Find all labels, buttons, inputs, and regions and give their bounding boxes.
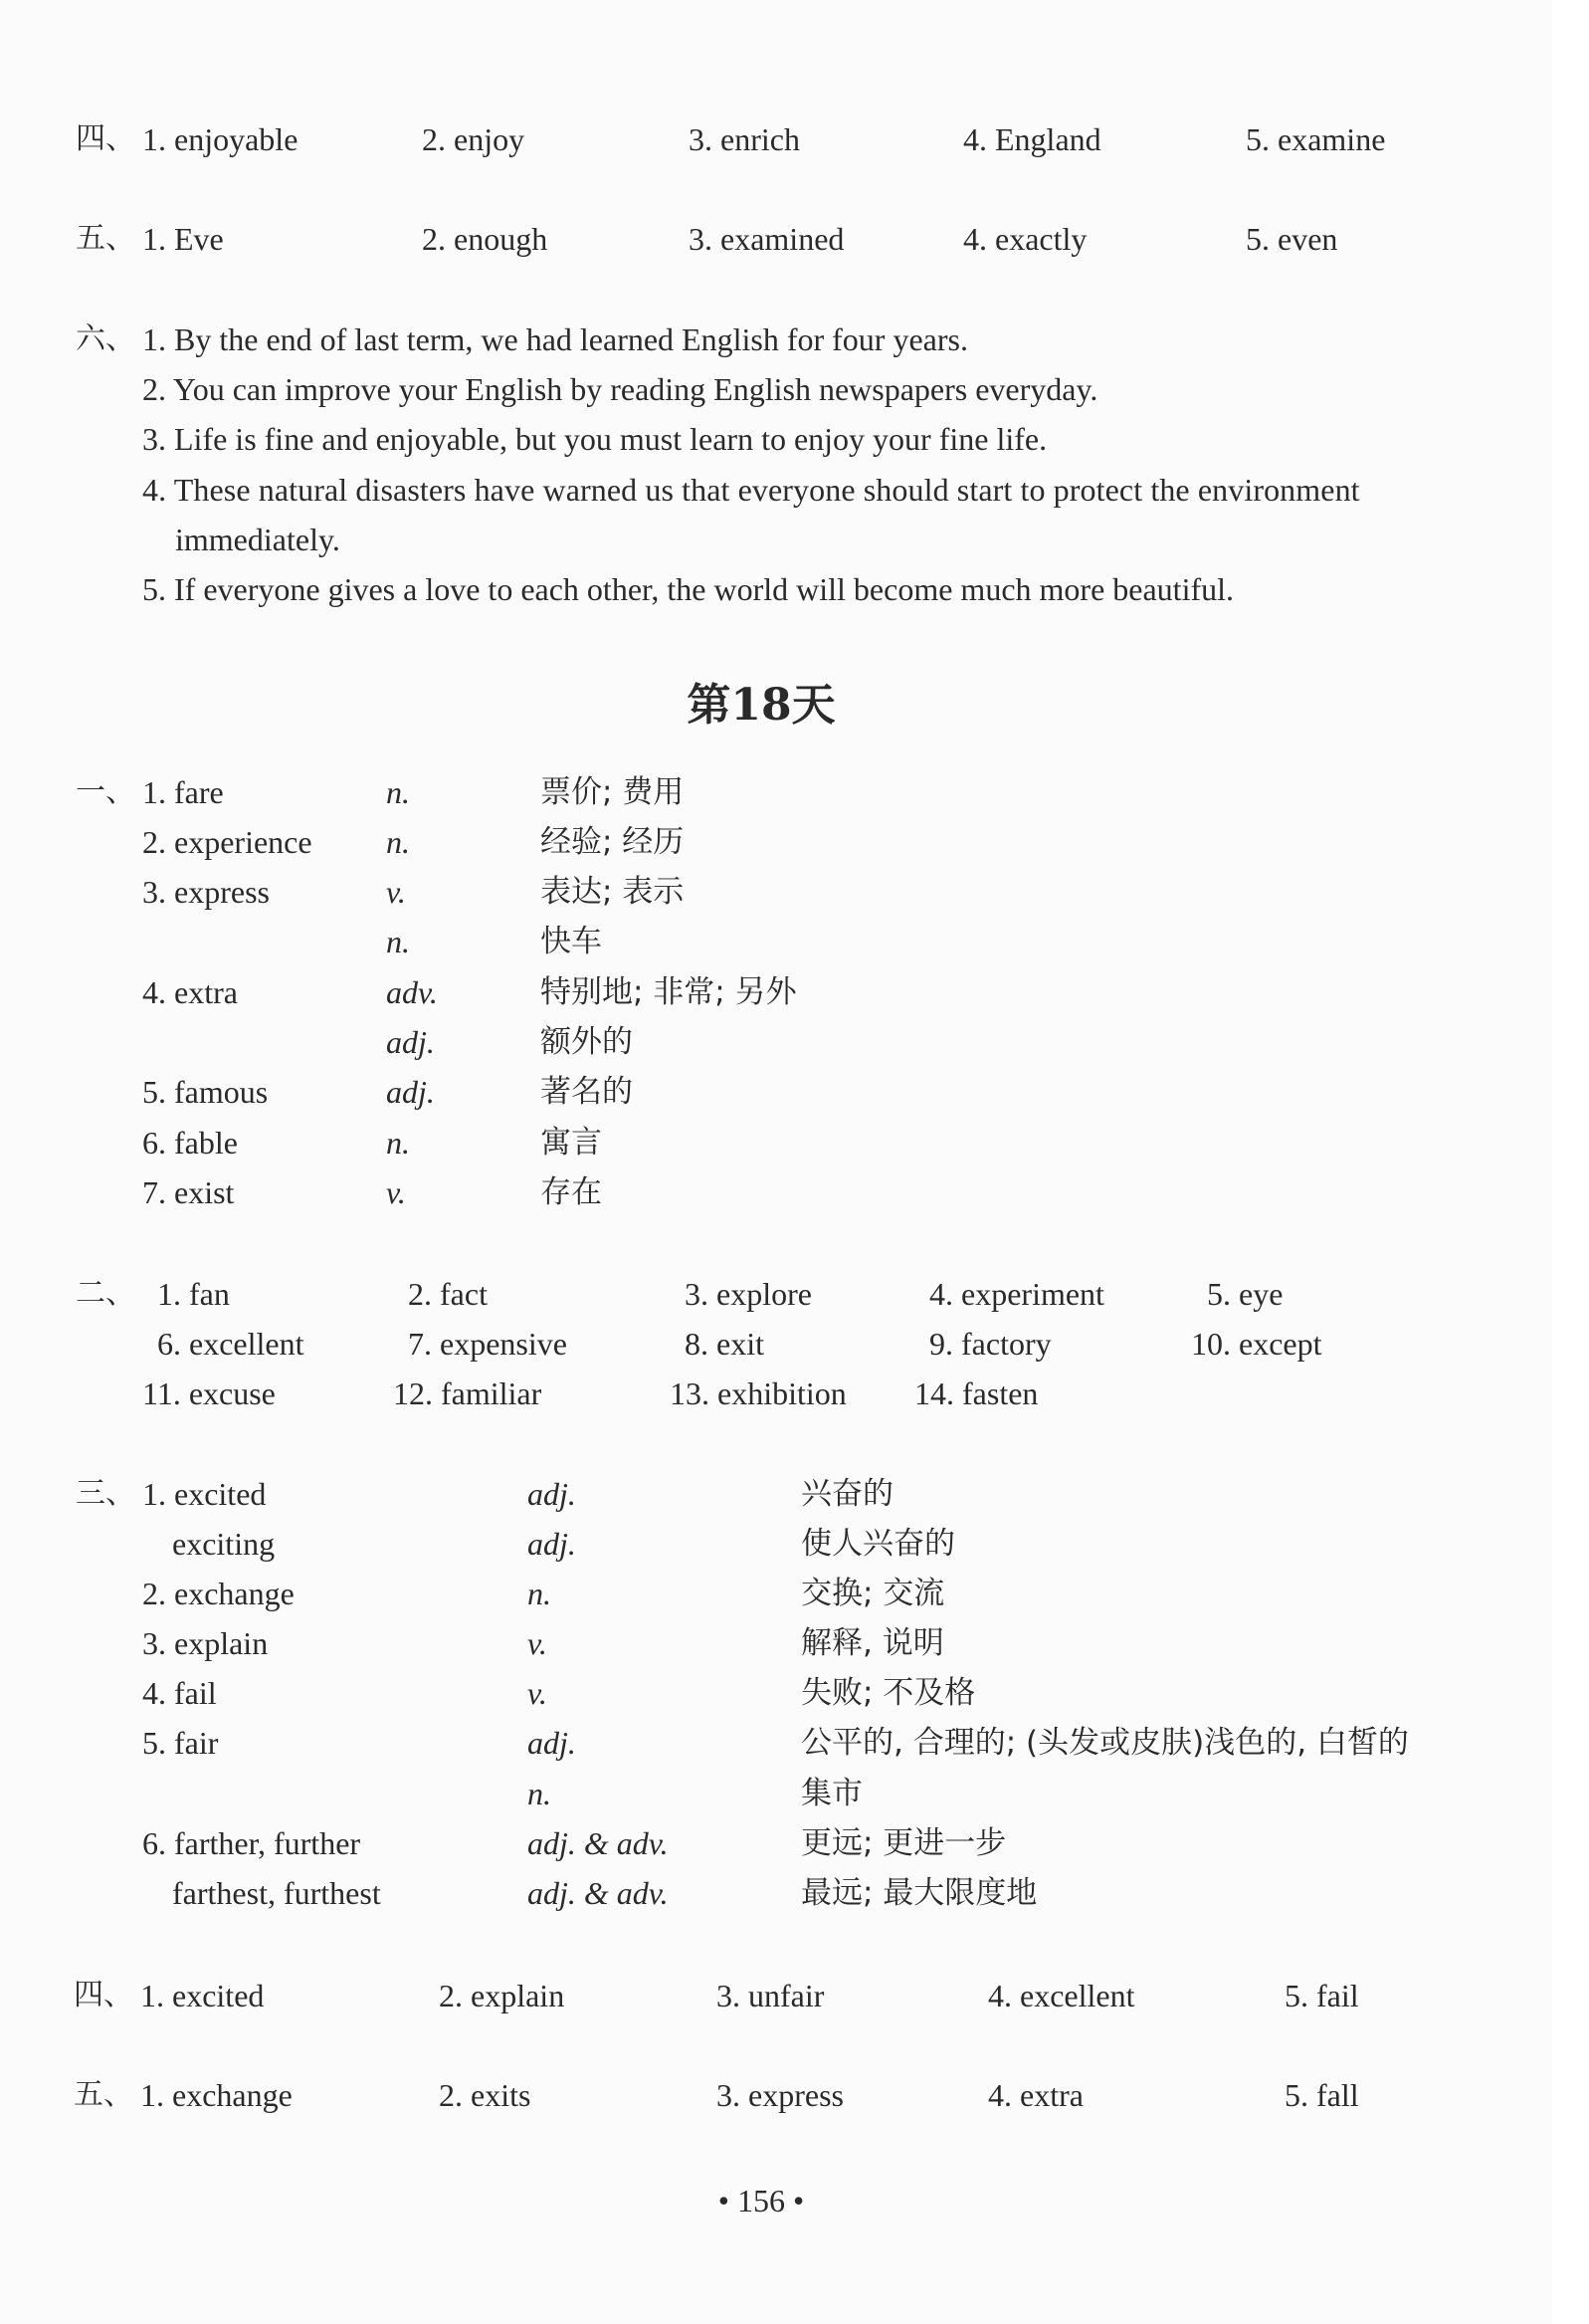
answer-item: 4. exactly [963, 221, 1088, 257]
answer-item: 1. exchange [140, 2077, 293, 2113]
vocab-word: 6. fable [142, 1125, 238, 1161]
answer-item: 1. fan [157, 1276, 230, 1312]
answer-item: 3. explore [685, 1276, 812, 1312]
vocab-pos: v. [386, 1174, 406, 1210]
vocab-word: 3. express [142, 874, 270, 910]
answer-item: 11. excuse [142, 1375, 276, 1411]
answer-item: 3. express [716, 2077, 844, 2113]
vocab-meaning: 特别地; 非常; 另外 [540, 974, 797, 1010]
answer-item: 6. excellent [157, 1326, 304, 1362]
vocab-meaning: 最远; 最大限度地 [801, 1875, 1038, 1911]
answer-item: 2. exits [439, 2077, 531, 2113]
vocab-meaning: 集市 [801, 1776, 863, 1811]
answer-item: 2. fact [408, 1276, 488, 1312]
answer-item: 4. England [963, 121, 1101, 157]
answer-item: 5. examine [1246, 121, 1386, 157]
vocab-meaning: 票价; 费用 [540, 774, 685, 810]
vocab-meaning: 寓言 [540, 1125, 602, 1161]
vocab-pos: adj. & adv. [527, 1875, 669, 1911]
answer-item: 4. extra [988, 2077, 1084, 2113]
answer-item: 13. exhibition [670, 1375, 847, 1411]
sentence-line: 3. Life is fine and enjoyable, but you must learn to enjoy your fine life. [142, 421, 1048, 457]
vocab-meaning: 解释, 说明 [801, 1625, 944, 1661]
sentence-line: 2. You can improve your English by reading English newspapers everyday. [142, 371, 1098, 407]
vocab-meaning: 交换; 交流 [801, 1576, 945, 1611]
vocab-meaning: 快车 [540, 924, 602, 959]
vocab-meaning: 著名的 [540, 1074, 633, 1110]
vocab-word: 2. experience [142, 824, 312, 860]
answer-item: 8. exit [685, 1326, 764, 1362]
section-mark-four: 四、 [76, 121, 135, 156]
vocab-pos: adj. [527, 1476, 576, 1512]
vocab-word: 5. famous [142, 1074, 269, 1110]
vocab-pos: n. [386, 924, 410, 959]
vocab-word: 6. farther, further [142, 1825, 361, 1861]
section-mark-five: 五、 [74, 2077, 133, 2112]
vocab-pos: adj. [527, 1526, 576, 1562]
answer-item: 2. explain [439, 1978, 565, 2013]
answer-item: 14. fasten [914, 1375, 1039, 1411]
vocab-meaning: 失败; 不及格 [801, 1675, 976, 1711]
answer-item: 2. enjoy [422, 121, 525, 157]
sentence-line: 1. By the end of last term, we had learned English for four years. [142, 321, 968, 357]
section-mark-four: 四、 [74, 1978, 133, 2012]
answer-item: 5. even [1246, 221, 1338, 257]
vocab-meaning: 使人兴奋的 [801, 1526, 955, 1562]
answer-item: 4. excellent [988, 1978, 1135, 2013]
vocab-word: 2. exchange [142, 1576, 295, 1611]
answer-item: 5. eye [1207, 1276, 1284, 1312]
answer-item: 5. fall [1285, 2077, 1359, 2113]
vocab-pos: adj. [386, 1074, 435, 1110]
answer-item: 9. factory [929, 1326, 1052, 1362]
vocab-meaning: 表达; 表示 [540, 874, 685, 910]
answer-item: 1. Eve [142, 221, 224, 257]
vocab-pos: n. [386, 774, 410, 810]
vocab-pos: adj. [386, 1024, 435, 1060]
vocab-pos: v. [527, 1675, 547, 1711]
vocab-word: farthest, furthest [172, 1875, 381, 1911]
section-mark-three: 三、 [76, 1476, 135, 1511]
answer-item: 7. expensive [408, 1326, 567, 1362]
vocab-meaning: 更远; 更进一步 [801, 1825, 1007, 1861]
answer-item: 1. excited [140, 1978, 265, 2013]
answer-item: 3. examined [689, 221, 845, 257]
answer-item: 4. experiment [929, 1276, 1104, 1312]
sentence-line: immediately. [175, 522, 340, 557]
vocab-pos: adv. [386, 974, 438, 1010]
vocab-pos: n. [386, 1125, 410, 1161]
vocab-pos: n. [527, 1776, 551, 1811]
sentence-line: 4. These natural disasters have warned us that everyone should start to protect the environment [142, 472, 1360, 508]
vocab-meaning: 额外的 [540, 1024, 633, 1060]
vocab-pos: n. [386, 824, 410, 860]
vocab-word: exciting [172, 1526, 276, 1562]
answer-item: 12. familiar [393, 1375, 542, 1411]
vocab-meaning: 经验; 经历 [540, 824, 685, 860]
vocab-word: 7. exist [142, 1174, 235, 1210]
section-mark-two: 二、 [76, 1276, 135, 1311]
vocab-word: 1. fare [142, 774, 224, 810]
vocab-pos: v. [386, 874, 406, 910]
vocab-word: 1. excited [142, 1476, 267, 1512]
answer-item: 3. enrich [689, 121, 800, 157]
answer-item: 10. except [1191, 1326, 1322, 1362]
vocab-pos: adj. [527, 1725, 576, 1761]
vocab-word: 4. fail [142, 1675, 217, 1711]
sentence-line: 5. If everyone gives a love to each other, the world will become much more beautiful. [142, 571, 1234, 607]
vocab-word: 4. extra [142, 974, 238, 1010]
section-mark-one: 一、 [76, 774, 135, 809]
vocab-pos: adj. & adv. [527, 1825, 669, 1861]
vocab-pos: n. [527, 1576, 551, 1611]
answer-item: 1. enjoyable [142, 121, 298, 157]
answer-item: 5. fail [1285, 1978, 1359, 2013]
vocab-word: 3. explain [142, 1625, 269, 1661]
section-mark-five: 五、 [76, 221, 135, 256]
vocab-meaning: 兴奋的 [801, 1476, 894, 1512]
vocab-meaning: 公平的, 合理的; (头发或皮肤)浅色的, 白皙的 [801, 1725, 1409, 1761]
day-title: 第18天 [687, 680, 836, 731]
vocab-word: 5. fair [142, 1725, 219, 1761]
vocab-meaning: 存在 [540, 1174, 602, 1210]
section-mark-six: 六、 [76, 321, 135, 356]
page-number: • 156 • [717, 2183, 805, 2218]
answer-item: 2. enough [422, 221, 548, 257]
answer-item: 3. unfair [716, 1978, 825, 2013]
vocab-pos: v. [527, 1625, 547, 1661]
